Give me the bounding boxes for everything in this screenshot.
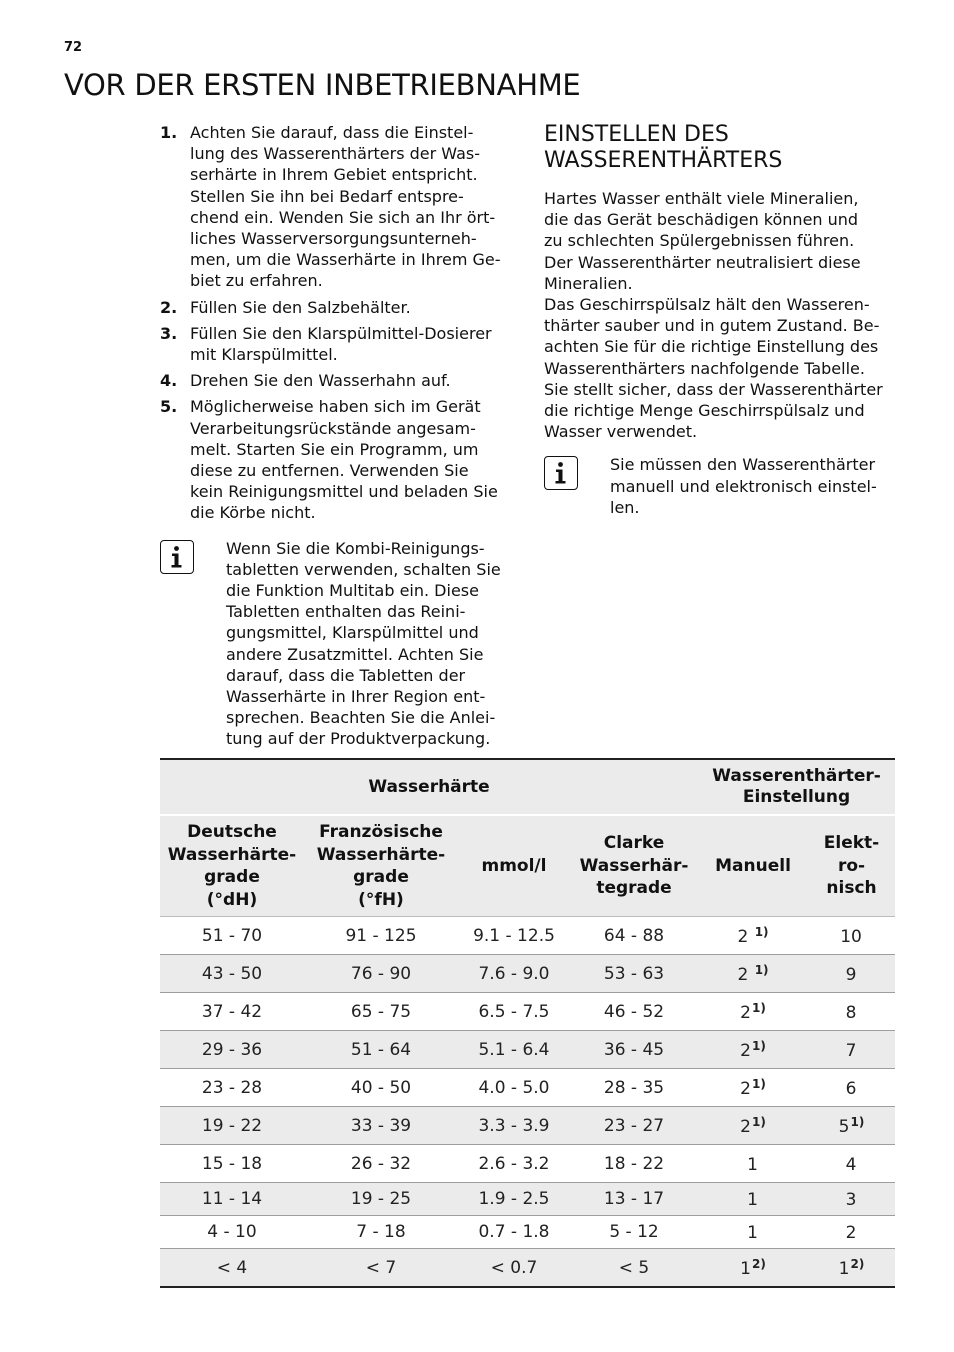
footnote-marker: 1) [752, 1114, 766, 1129]
column-header-electronic: Elekt- ro- nisch [808, 815, 895, 917]
table-row: 43 - 50 76 - 90 7.6 - 9.0 53 - 63 2 $^{1)}$ 9 [160, 955, 895, 993]
footnote-marker: 1) [752, 1038, 766, 1053]
group-header-hardness: Wasserhärte [160, 759, 698, 815]
table-row: 29 - 36 51 - 64 5.1 - 6.4 36 - 45 2$^{1)}$ 7 [160, 1031, 895, 1069]
table-row: 37 - 42 65 - 75 6.5 - 7.5 46 - 52 2$^{1)}$ 8 [160, 993, 895, 1031]
step-text: Achten Sie darauf, dass die Einstel- lung des Wasserenthärters der Was- serhärte in Ihrem Gebiet entspricht. Stellen Sie ihn bei Bedarf entspre- chend ein. Wenden Sie sich an Ihr ört- liches Wasserversorgungsunterneh- men, um die Wasserhärte in Ihrem Ge- biet zu erfahren. [190, 123, 501, 291]
right-column [544, 122, 894, 518]
water-hardness-table [160, 758, 895, 1288]
step-text: Füllen Sie den Salzbehälter. [190, 297, 411, 317]
left-column [160, 122, 516, 750]
step-text: Füllen Sie den Klarspülmittel-Dosierer mit Klarspülmittel. [190, 323, 492, 365]
footnote-marker: 1) [754, 924, 769, 939]
column-header-manual: Manuell [698, 815, 808, 917]
footnote-marker: 1) [754, 962, 769, 977]
footnote-marker: 1) [752, 1000, 766, 1015]
table-row: 51 - 70 91 - 125 9.1 - 12.5 64 - 88 2 $^{1)}$ 10 [160, 917, 895, 955]
table-row: < 4 < 7 < 0.7 < 5 1$^{2)}$ 1$^{2)}$ [160, 1249, 895, 1288]
steps-list [160, 122, 516, 524]
step-item: 5. Möglicherweise haben sich im Gerät Verarbeitungsrückstände angesam- melt. Starten Sie ein Programm, um diese zu entfernen. Verwenden Sie kein Reinigungsmittel und beladen Sie die Körbe nicht. [160, 397, 498, 523]
softener-note [544, 454, 894, 518]
column-header-clarke: Clarke Wasserhär- tegrade [570, 815, 698, 917]
step-item: 2. Füllen Sie den Salzbehälter. [160, 297, 411, 317]
group-header-setting: Wasserenthärter- Einstellung [698, 759, 895, 815]
step-item: 4. Drehen Sie den Wasserhahn auf. [160, 371, 451, 391]
info-icon [544, 456, 578, 490]
table-row: 4 - 10 7 - 18 0.7 - 1.8 5 - 12 1 2 [160, 1216, 895, 1249]
table-row: 15 - 18 26 - 32 2.6 - 3.2 18 - 22 1 4 [160, 1145, 895, 1183]
intro-paragraph: Hartes Wasser enthält viele Mineralien, die das Gerät beschädigen können und zu schlechten Spülergebnissen führen. Der Wasserenthärter neutralisiert diese Mineralien. [544, 189, 861, 293]
step-item: 3. Füllen Sie den Klarspülmittel-Dosierer mit Klarspülmittel. [160, 323, 492, 365]
column-header-fh: Französische Wasserhärte- grade (°fH) [304, 815, 458, 917]
step-text: Drehen Sie den Wasserhahn auf. [190, 371, 451, 391]
note-text: Sie müssen den Wasserenthärter manuell und elektronisch einstel- len. [610, 455, 877, 517]
footnote-marker: 2) [752, 1256, 766, 1271]
multitab-note [160, 538, 516, 750]
page-title: VOR DER ERSTEN INBETRIEBNAHME [64, 68, 581, 102]
salt-paragraph: Das Geschirrspülsalz hält den Wasseren- thärter sauber und in gutem Zustand. Be- achten Sie für die richtige Einstellung des Wasserenthärters nachfolgende Tabelle. Sie stellt sicher, dass der Wasserenthärter die richtige Menge Geschirrspülsalz und Wasser verwendet. [544, 295, 883, 442]
footnote-marker: 1) [850, 1114, 865, 1129]
table-row: 23 - 28 40 - 50 4.0 - 5.0 28 - 35 2$^{1)}$ 6 [160, 1069, 895, 1107]
page-number: 72 [64, 40, 83, 55]
water-hardness-table-container [160, 758, 895, 1288]
section-heading: EINSTELLEN DES WASSERENTHÄRTERS [544, 122, 783, 173]
table-row: 11 - 14 19 - 25 1.9 - 2.5 13 - 17 1 3 [160, 1183, 895, 1216]
footnote-marker: 1) [752, 1076, 766, 1091]
column-header-mmol: mmol/l [458, 815, 570, 917]
table-row: 19 - 22 33 - 39 3.3 - 3.9 23 - 27 2$^{1)}$ 5$^{1)}$ [160, 1107, 895, 1145]
step-text: Möglicherweise haben sich im Gerät Verarbeitungsrückstände angesam- melt. Starten Sie ein Programm, um diese zu entfernen. Verwenden Sie kein Reinigungsmittel und beladen Sie die Körbe nicht. [190, 397, 498, 523]
step-item: 1. Achten Sie darauf, dass die Einstel- lung des Wasserenthärters der Was- serhärte in Ihrem Gebiet entspricht. Stellen Sie ihn bei Bedarf entspre- chend ein. Wenden Sie sich an Ihr ört- liches Wasserversorgungsunterneh- men, um die Wasserhärte in Ihrem Ge- biet zu erfahren. [160, 123, 501, 291]
footnote-marker: 2) [850, 1256, 865, 1271]
note-text: Wenn Sie die Kombi-Reinigungs- tabletten verwenden, schalten Sie die Funktion Multitab ein. Diese Tabletten enthalten das Reini- gungsmittel, Klarspülmittel und andere Zusatzmittel. Achten Sie darauf, dass die Tabletten der Wasserhärte in Ihrer Region ent- sprechen. Beachten Sie die Anlei- tung auf der Produktverpackung. [226, 538, 501, 749]
column-header-dh: Deutsche Wasserhärte- grade (°dH) [160, 815, 304, 917]
info-icon [160, 540, 194, 574]
